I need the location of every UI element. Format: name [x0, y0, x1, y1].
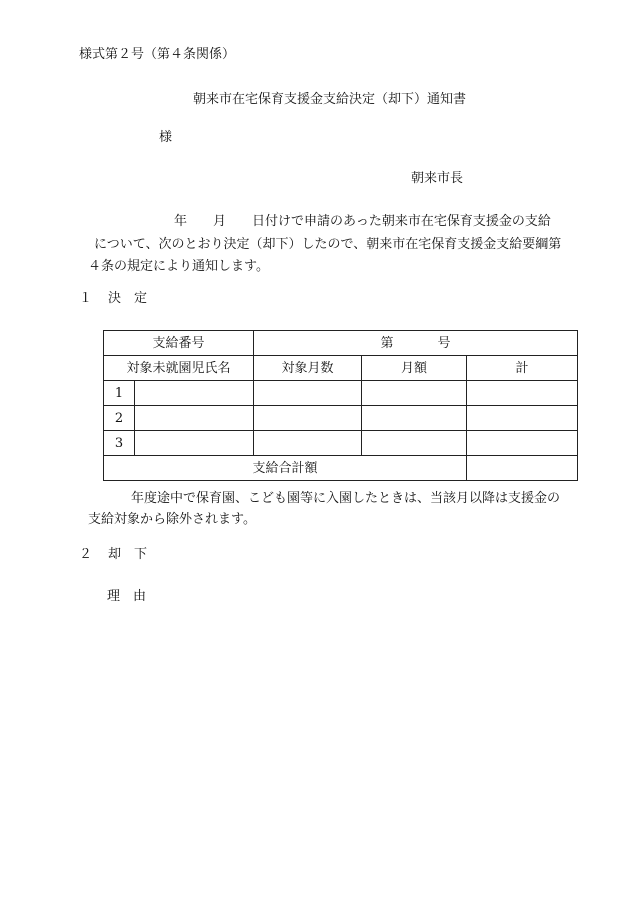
- note-line-2: 支給対象から除外されます。: [88, 512, 256, 527]
- table-header-row: [104, 356, 578, 381]
- cell-monthly-amount: [362, 381, 467, 406]
- form-number: 様式第２号（第４条関係）: [79, 47, 236, 62]
- payment-number-label: 支給番号: [104, 331, 254, 356]
- grand-total-label: 支給合計額: [104, 456, 467, 481]
- table-row: [104, 431, 578, 456]
- section-decision-heading: [79, 292, 147, 305]
- body-line-1-rest: 日付けで申請のあった朝来市在宅保育支援金の支給: [252, 214, 551, 229]
- exclusion-note: [79, 488, 579, 530]
- issuer-name: 朝来市長: [411, 171, 464, 186]
- header-monthly-amount: 月額: [362, 356, 467, 381]
- grand-total-value: [467, 456, 578, 481]
- year-label: 年: [174, 214, 188, 229]
- payment-number-row: [104, 331, 578, 356]
- cell-total: [467, 406, 578, 431]
- row-number: 2: [104, 406, 135, 431]
- row-number: 3: [104, 431, 135, 456]
- section-2-number: ２: [79, 547, 93, 562]
- header-total: 計: [467, 356, 578, 381]
- go-label: 号: [437, 335, 451, 351]
- note-line-1: 年度途中で保育園、こども園等に入園したときは、当該月以降は支援金の: [131, 491, 561, 506]
- recipient-name-blank: [100, 131, 152, 145]
- grand-total-row: [104, 456, 578, 481]
- notice-body: [79, 211, 579, 279]
- cell-child-name: [135, 406, 254, 431]
- table-row: [104, 406, 578, 431]
- section-1-number: １: [79, 291, 93, 306]
- cell-months: [254, 406, 362, 431]
- recipient-suffix: 様: [159, 130, 173, 145]
- body-line-2: について、次のとおり決定（却下）したので、朝来市在宅保育支援金支給要綱第: [94, 236, 562, 252]
- cell-child-name: [135, 381, 254, 406]
- table-row: [104, 381, 578, 406]
- header-months: 対象月数: [254, 356, 362, 381]
- payment-number-value: [254, 331, 578, 356]
- row-number: 1: [104, 381, 135, 406]
- cell-months: [254, 381, 362, 406]
- cell-months: [254, 431, 362, 456]
- payment-table: [103, 330, 578, 481]
- dai-label: 第: [380, 335, 394, 351]
- section-rejection-heading: [79, 548, 147, 561]
- section-2-title: 却 下: [108, 547, 148, 562]
- cell-monthly-amount: [362, 406, 467, 431]
- body-line-3: ４条の規定により通知します。: [88, 259, 269, 274]
- reason-label: 理 由: [107, 589, 147, 604]
- month-label: 月: [213, 214, 227, 229]
- document-title: 朝来市在宅保育支援金支給決定（却下）通知書: [193, 92, 467, 107]
- cell-monthly-amount: [362, 431, 467, 456]
- cell-total: [467, 381, 578, 406]
- body-line-1: [79, 211, 579, 234]
- section-1-title: 決 定: [108, 291, 148, 306]
- cell-total: [467, 431, 578, 456]
- cell-child-name: [135, 431, 254, 456]
- header-child-name: 対象未就園児氏名: [104, 356, 254, 381]
